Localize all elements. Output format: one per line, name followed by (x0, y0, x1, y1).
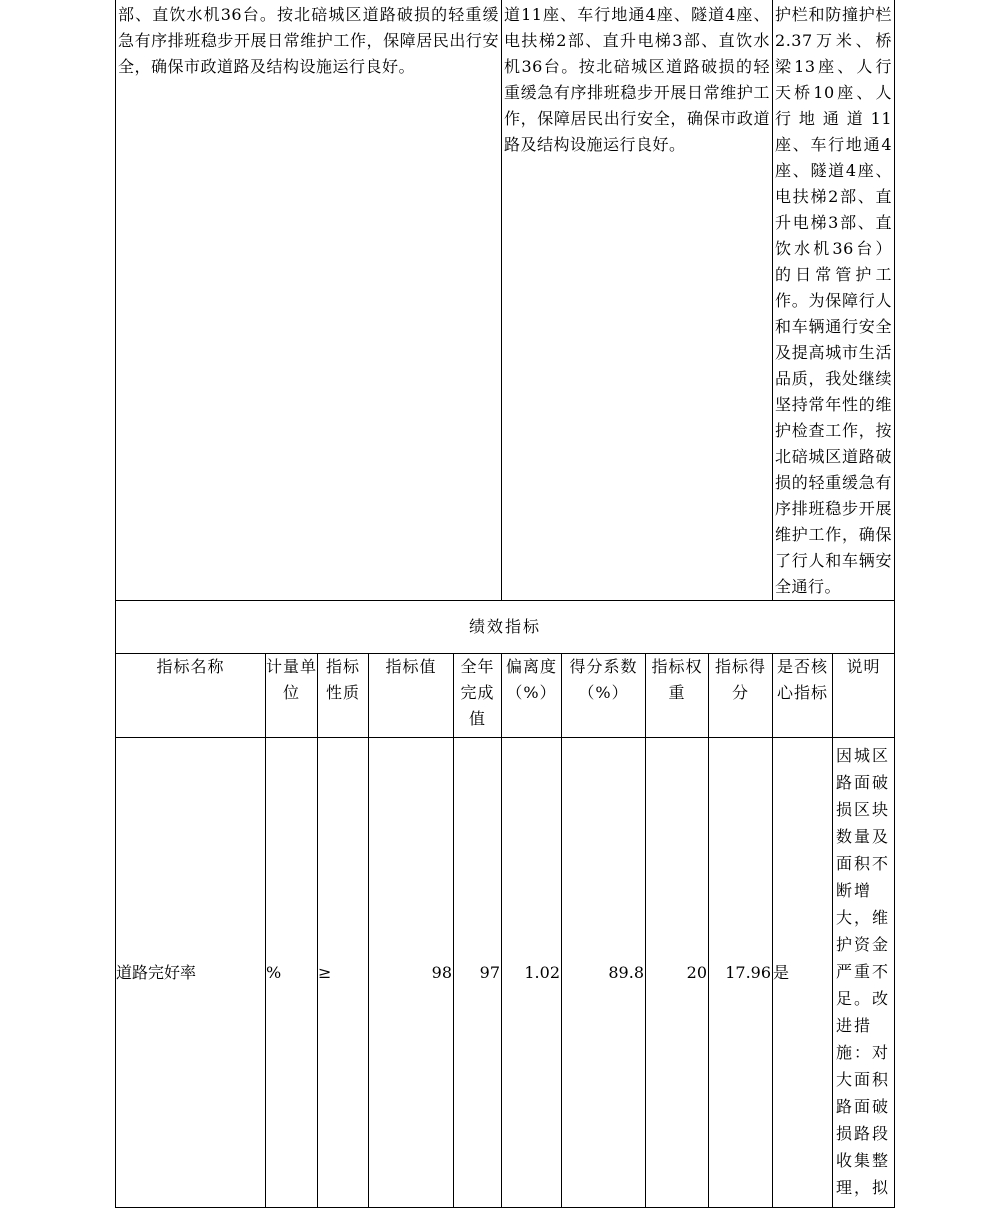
header-score: 指标得分 (709, 654, 773, 738)
header-actual: 全年完成值 (454, 654, 502, 738)
header-deviation: 偏离度（%） (502, 654, 562, 738)
cell-unit: % (266, 738, 318, 1208)
header-unit: 计量单位 (266, 654, 318, 738)
description-cell-2 (502, 0, 773, 601)
description-text-2: 道11座、车行地通4座、隧道4座、电扶梯2部、直升电梯3部、直饮水机36台。按北碚城区道路破损的轻重缓急有序排班稳步开展日常维护工作，保障居民出行安全，确保市政道路及结构设施运行良好。 (504, 5, 771, 154)
description-row (116, 0, 895, 601)
cell-nature: ≥ (318, 738, 369, 1208)
cell-note: 因城区路面破损区块数量及面积不断增大，维护资金严重不足。改进措施：对大面积路面破损路段收集整理，拟 (836, 746, 891, 1197)
cell-name: 道路完好率 (116, 738, 266, 1208)
description-text-1: 部、直饮水机36台。按北碚城区道路破损的轻重缓急有序排班稳步开展日常维护工作，保障居民出行安全，确保市政道路及结构设施运行良好。 (118, 5, 499, 76)
header-note: 说明 (833, 654, 895, 738)
cell-value: 98 (369, 738, 454, 1208)
description-cell-3 (773, 0, 895, 601)
cell-deviation: 1.02 (502, 738, 562, 1208)
cell-score: 17.96 (709, 738, 773, 1208)
cell-score-coef: 89.8 (562, 738, 646, 1208)
header-score-coef: 得分系数（%） (562, 654, 646, 738)
header-core: 是否核心指标 (773, 654, 833, 738)
header-nature: 指标性质 (318, 654, 369, 738)
header-weight: 指标权重 (646, 654, 709, 738)
cell-weight: 20 (646, 738, 709, 1208)
header-row (116, 654, 895, 738)
section-title: 绩效指标 (116, 601, 895, 654)
header-value: 指标值 (369, 654, 454, 738)
cell-core: 是 (773, 738, 833, 1208)
cell-actual: 97 (454, 738, 502, 1208)
description-text-3: 护栏和防撞护栏2.37万米、桥梁13座、人行天桥10座、人行地通道11座、车行地通4座、隧道4座、电扶梯2部、直升电梯3部、直饮水机36台）的日常管护工作。为保障行人和车辆通行安全及提高城市生活品质，我处继续坚持常年性的维护检查工作，按北碚城区道路破损的轻重缓急有序排班稳步开展维护工作，确保了行人和车辆安全通行。 (775, 5, 893, 596)
section-title-row (116, 601, 895, 654)
performance-table (115, 0, 895, 1208)
description-cell-1 (116, 0, 502, 601)
cell-note-wrap (833, 738, 895, 1208)
header-name: 指标名称 (116, 654, 266, 738)
table-row (116, 738, 895, 1208)
